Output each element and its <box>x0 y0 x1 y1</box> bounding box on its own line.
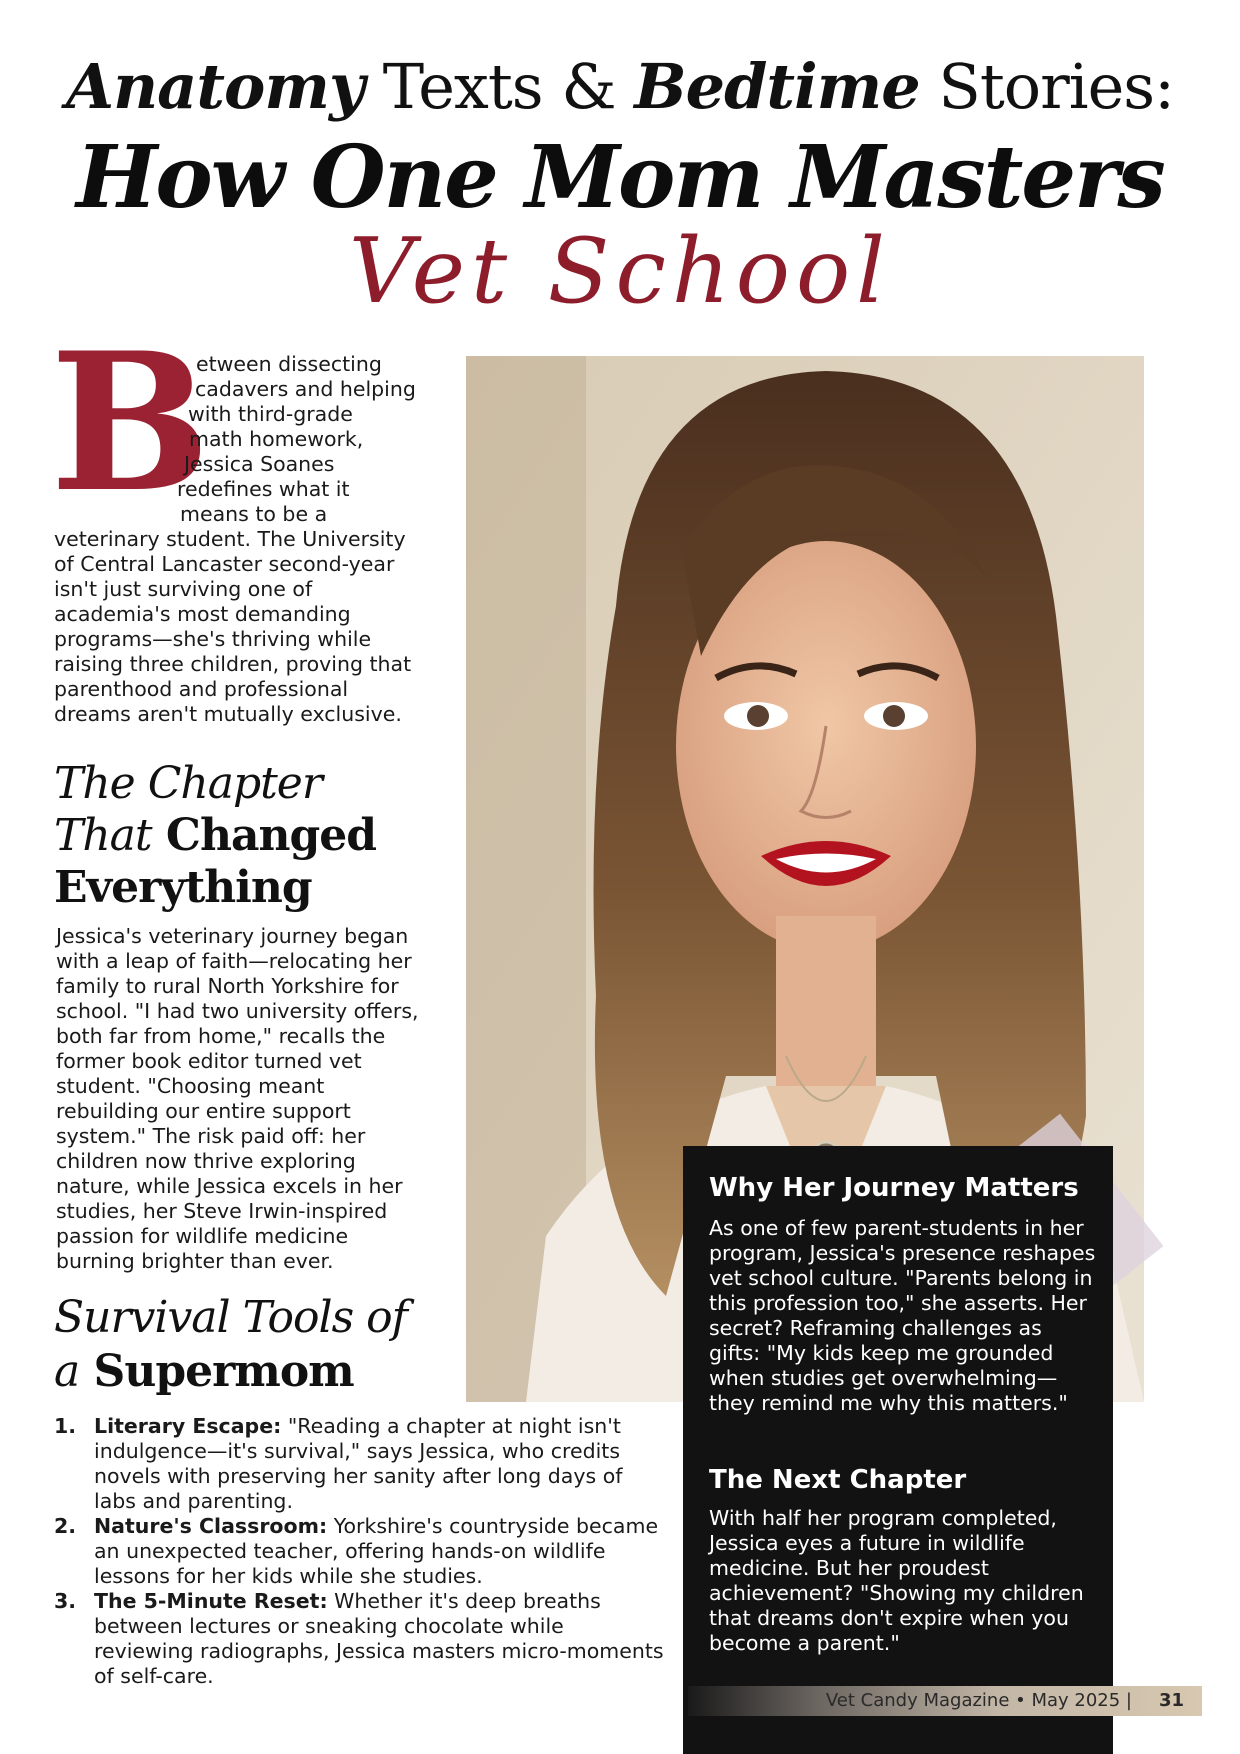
section-heading-chapter-line3 <box>54 862 312 914</box>
intro-line: redefines what it <box>177 477 350 501</box>
heading-part: The Chapter <box>54 758 322 809</box>
sidebar-box <box>683 1146 1113 1754</box>
list-text: Whether it's deep breaths between lectures or sneaking chocolate while reviewing radiographs, Jessica masters micro-moments of self-care. <box>94 1589 664 1688</box>
title-word-anatomy: Anatomy <box>66 50 364 123</box>
intro-paragraph <box>54 352 426 727</box>
list-item <box>54 1414 664 1514</box>
intro-line: math homework, <box>189 427 364 451</box>
section-heading-survival-line2 <box>54 1346 354 1398</box>
heading-part: Everything <box>54 862 312 913</box>
survival-tools-list <box>54 1414 664 1689</box>
sidebar-text-next: With half her program completed, Jessica eyes a future in wildlife medicine. But her proudest achievement? "Showing my children that dreams don't expire when you become a parent." <box>709 1506 1084 1655</box>
page-number: 31 <box>1158 1690 1184 1711</box>
section-body-chapter: Jessica's veterinary journey began with a leap of faith—relocating her family to rural North Yorkshire for school. "I had two university offers, both far from home," recalls the former book editor turned vet student. "Choosing meant rebuilding our entire support system." The risk paid off: her children now thrive exploring nature, while Jessica excels in her studies, her Steve Irwin-inspired passion for wildlife medicine burning brighter than ever. <box>56 924 419 1273</box>
sidebar-text-journey: As one of few parent-students in her program, Jessica's presence reshapes vet school culture. "Parents belong in this profession too," she asserts. Her secret? Reframing challenges as gifts: "My kids keep me grounded when studies get overwhelming—they remind me why this matters." <box>709 1216 1096 1415</box>
list-label: Nature's Classroom: <box>94 1514 328 1538</box>
list-number: 2. <box>54 1514 77 1538</box>
section-heading-chapter-line2 <box>54 810 376 862</box>
intro-line: etween dissecting <box>196 352 382 376</box>
title-word-bedtime: Bedtime <box>634 50 920 123</box>
heading-part: Survival Tools of <box>54 1292 407 1343</box>
heading-part: That <box>54 810 152 861</box>
list-number: 1. <box>54 1414 77 1438</box>
list-text: Yorkshire's countryside became an unexpected teacher, offering hands-on wildlife lessons for her kids while she studies. <box>94 1514 659 1588</box>
intro-line: cadavers and helping <box>195 377 416 401</box>
heading-part: a <box>54 1346 80 1397</box>
section-heading-survival <box>54 1292 407 1344</box>
intro-line: with third-grade <box>188 402 353 426</box>
drop-cap: B <box>50 311 211 534</box>
list-label: The 5-Minute Reset: <box>94 1589 328 1613</box>
title-stories: Stories: <box>919 50 1174 123</box>
intro-line: means to be a <box>180 502 328 526</box>
list-label: Literary Escape: <box>94 1414 282 1438</box>
title-script-vet-school: Vet School <box>349 219 891 324</box>
list-item <box>54 1589 664 1689</box>
list-number: 3. <box>54 1589 77 1613</box>
title-line-2: How One Mom Masters <box>76 127 1164 228</box>
title-texts: Texts & <box>363 50 635 123</box>
list-text: "Reading a chapter at night isn't indulgence—it's survival," says Jessica, who credits novels with preserving her sanity after long days of labs and parenting. <box>94 1414 623 1513</box>
heading-part: Supermom <box>79 1346 354 1397</box>
title-line-1 <box>0 52 1240 122</box>
intro-line: Jessica Soanes <box>184 452 335 476</box>
heading-part: Changed <box>151 810 376 861</box>
sidebar-heading-journey: Why Her Journey Matters <box>709 1173 1079 1203</box>
intro-rest: veterinary student. The University of Central Lancaster second-year isn't just surviving one of academia's most demanding programs—she's thriving while raising three children, proving that parenthood and professional dreams aren't mutually exclusive. <box>54 527 412 726</box>
footer-magazine: Vet Candy Magazine • May 2025 | <box>825 1690 1132 1711</box>
section-heading-chapter <box>54 758 322 810</box>
list-item <box>54 1514 664 1589</box>
sidebar-heading-next: The Next Chapter <box>709 1465 967 1495</box>
footer-bar <box>688 1686 1202 1716</box>
